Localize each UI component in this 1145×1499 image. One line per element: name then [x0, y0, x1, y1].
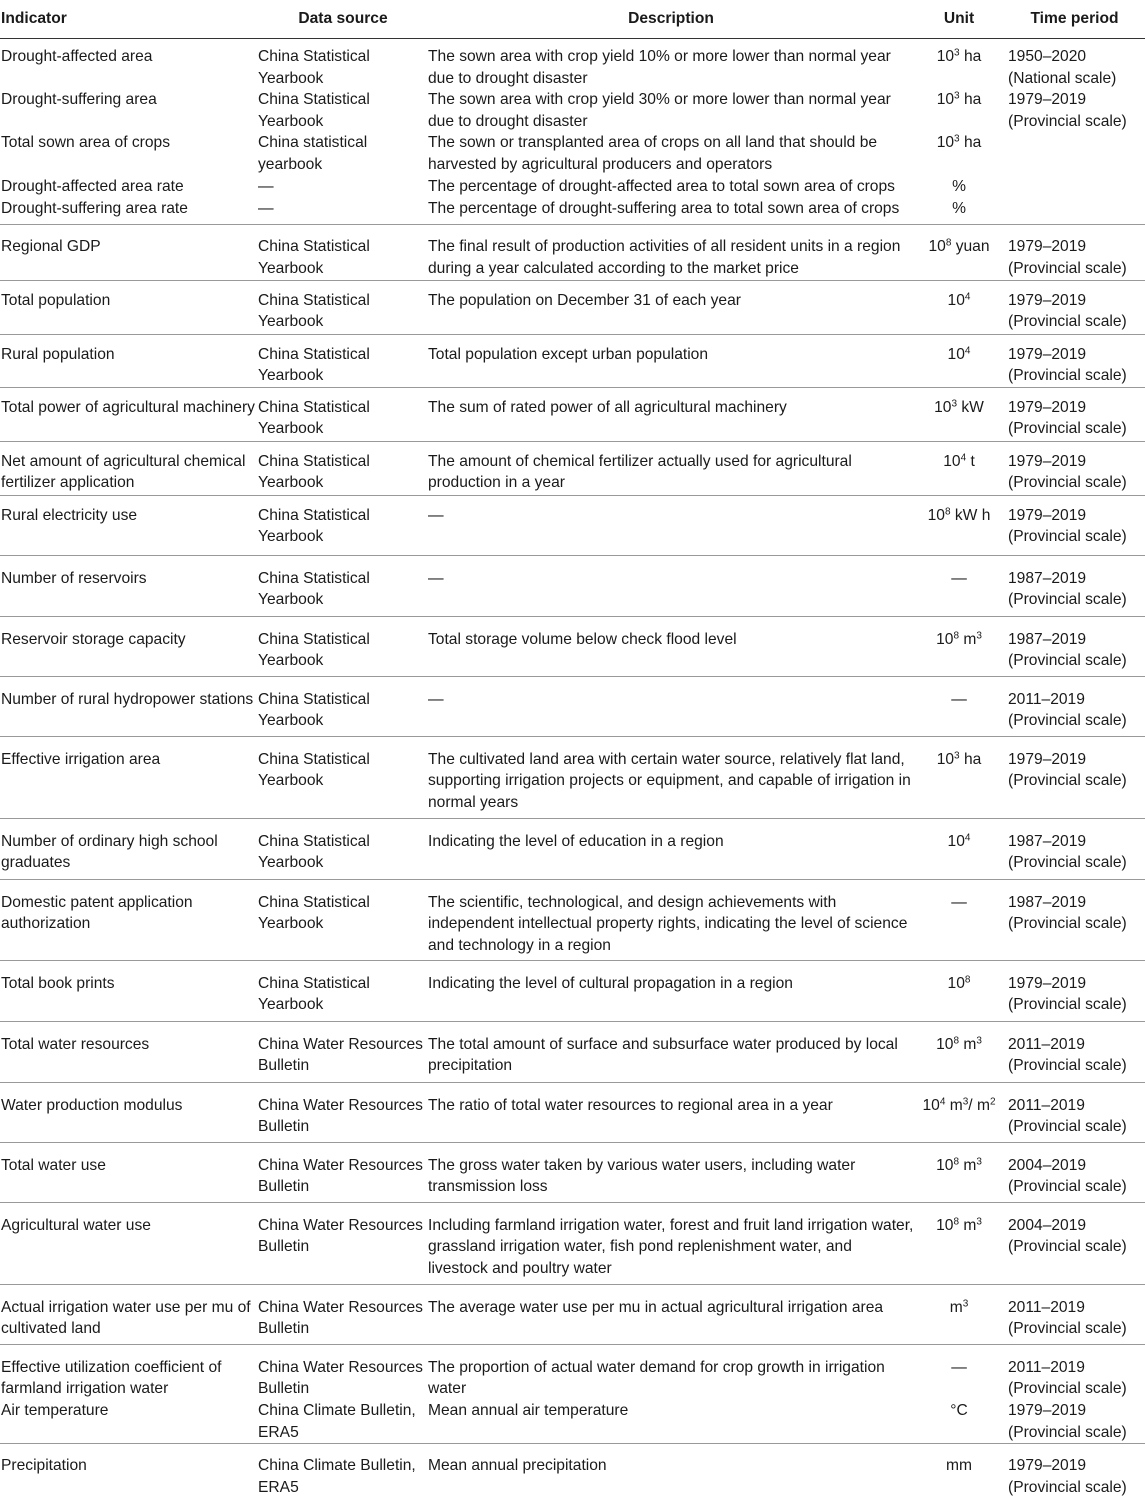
- period-cell: 1979–2019 (Provincial scale): [1004, 1400, 1145, 1444]
- description-cell: Mean annual precipitation: [428, 1457, 607, 1475]
- table-row: [0, 132, 1145, 176]
- source-cell: China Statistical Yearbook: [258, 91, 370, 130]
- description-cell: Indicating the level of cultural propagation in a region: [428, 960, 914, 1021]
- unit-cell: $10^8$ kW h: [914, 495, 1004, 555]
- unit-cell: $10^4$: [914, 334, 1004, 387]
- period-cell: 2011–2019 (Provincial scale): [1004, 1021, 1145, 1082]
- indicator-cell: Precipitation: [1, 1457, 87, 1475]
- description-cell: The population on December 31 of each year: [428, 280, 914, 334]
- table-row: [0, 198, 1145, 225]
- indicator-cell: Total book prints: [0, 960, 258, 1021]
- indicator-cell: Number of ordinary high school graduates: [0, 818, 258, 879]
- indicator-cell: Actual irrigation water use per mu of cultivated land: [0, 1284, 258, 1344]
- table-row: [0, 1202, 1145, 1284]
- source-cell: China Statistical Yearbook: [258, 387, 428, 441]
- period-cell: 2011–2019 (Provincial scale): [1004, 1284, 1145, 1344]
- source-cell: China Statistical Yearbook: [258, 736, 428, 818]
- description-cell: The sown area with crop yield 10% or more lower than normal year due to drought disaster: [428, 48, 891, 87]
- header-data-source: Data source: [258, 0, 428, 39]
- period-cell: 1987–2019 (Provincial scale): [1004, 616, 1145, 676]
- period-cell: 2011–2019 (Provincial scale): [1004, 676, 1145, 736]
- indicator-cell: Effective irrigation area: [0, 736, 258, 818]
- period-cell: 1979–2019 (Provincial scale): [1004, 225, 1145, 280]
- period-cell: 1979–2019 (Provincial scale): [1008, 91, 1127, 130]
- indicator-cell: Drought-affected area rate: [1, 178, 184, 196]
- unit-cell: $10^8$ yuan: [914, 225, 1004, 280]
- unit-cell: °C: [914, 1400, 1004, 1444]
- source-cell: China Statistical Yearbook: [258, 441, 428, 495]
- table-row: [0, 818, 1145, 879]
- indicator-cell: Rural electricity use: [0, 495, 258, 555]
- table-row: [0, 39, 1145, 90]
- source-cell: China Statistical Yearbook: [258, 280, 428, 334]
- header-indicator: Indicator: [0, 0, 258, 39]
- table-row: [0, 225, 1145, 280]
- description-cell: Indicating the level of education in a region: [428, 818, 914, 879]
- period-cell: [1004, 132, 1145, 176]
- source-cell: China Statistical Yearbook: [258, 48, 370, 87]
- period-cell: 1979–2019 (Provincial scale): [1004, 736, 1145, 818]
- indicator-cell: Number of reservoirs: [0, 555, 258, 616]
- description-cell: The gross water taken by various water users, including water transmission loss: [428, 1142, 914, 1202]
- description-cell: The proportion of actual water demand for crop growth in irrigation water: [428, 1358, 885, 1398]
- source-cell: China Statistical Yearbook: [258, 960, 428, 1021]
- table-row: [0, 879, 1145, 960]
- source-cell: China Water Resources Bulletin: [258, 1358, 423, 1398]
- period-cell: 1979–2019 (Provincial scale): [1004, 495, 1145, 555]
- description-cell: The total amount of surface and subsurface water produced by local precipitation: [428, 1021, 914, 1082]
- indicator-cell: Water production modulus: [0, 1082, 258, 1142]
- indicator-cell: Total water use: [0, 1142, 258, 1202]
- period-cell: 1979–2019 (Provincial scale): [1004, 387, 1145, 441]
- indicator-cell: Number of rural hydropower stations: [0, 676, 258, 736]
- indicator-cell: Net amount of agricultural chemical fertilizer application: [0, 441, 258, 495]
- unit-cell: $m^3$: [914, 1284, 1004, 1344]
- indicator-cell: Total sown area of crops: [1, 134, 171, 152]
- description-cell: —: [428, 555, 914, 616]
- unit-cell: $10^3$ ha: [936, 133, 982, 152]
- indicator-cell: Total population: [0, 280, 258, 334]
- table-row: [0, 616, 1145, 676]
- period-cell: [1004, 176, 1145, 198]
- table-row: [0, 1444, 1145, 1499]
- source-cell: China Climate Bulletin, ERA5: [258, 1457, 416, 1496]
- source-cell: China Water Resources Bulletin: [258, 1082, 428, 1142]
- description-cell: —: [428, 495, 914, 555]
- source-cell: China Statistical Yearbook: [258, 334, 428, 387]
- unit-cell: $10^4$ $m^3/$ $m^2$: [914, 1082, 1004, 1142]
- source-cell: China Statistical Yearbook: [258, 225, 428, 280]
- description-cell: The percentage of drought-affected area to total sown area of crops: [428, 178, 895, 196]
- unit-cell: —: [951, 1358, 967, 1376]
- period-cell: 2011–2019 (Provincial scale): [1008, 1358, 1127, 1398]
- description-cell: Total population except urban population: [428, 334, 914, 387]
- unit-cell: $10^4$ t: [914, 441, 1004, 495]
- table-row: [0, 1021, 1145, 1082]
- indicator-cell: Air temperature: [0, 1400, 258, 1444]
- indicator-cell: Drought-affected area: [1, 48, 153, 65]
- unit-cell: —: [914, 555, 1004, 616]
- description-cell: Mean annual air temperature: [428, 1400, 914, 1444]
- indicator-cell: Effective utilization coefficient of farmland irrigation water: [1, 1358, 222, 1398]
- source-cell: China Water Resources Bulletin: [258, 1021, 428, 1082]
- unit-cell: %: [952, 178, 966, 196]
- period-cell: [1004, 198, 1145, 225]
- indicator-cell: Rural population: [0, 334, 258, 387]
- period-cell: 2011–2019 (Provincial scale): [1004, 1082, 1145, 1142]
- source-cell: —: [258, 178, 274, 196]
- table-row: [0, 334, 1145, 387]
- table-row: [0, 960, 1145, 1021]
- period-cell: 1979–2019 (Provincial scale): [1008, 1457, 1127, 1496]
- period-cell: 2004–2019 (Provincial scale): [1004, 1142, 1145, 1202]
- description-cell: The sum of rated power of all agricultural machinery: [428, 387, 914, 441]
- source-cell: China Statistical Yearbook: [258, 818, 428, 879]
- source-cell: China Statistical Yearbook: [258, 616, 428, 676]
- indicator-cell: Domestic patent application authorization: [0, 879, 258, 960]
- description-cell: The sown area with crop yield 30% or more lower than normal year due to drought disaster: [428, 91, 891, 130]
- table-row: [0, 1400, 1145, 1444]
- description-cell: The cultivated land area with certain water source, relatively flat land, supporting irrigation projects or equipment, and capable of irrigation in normal years: [428, 736, 914, 818]
- header-row: [0, 0, 1145, 39]
- source-cell: China Water Resources Bulletin: [258, 1142, 428, 1202]
- unit-cell: $10^4$: [914, 818, 1004, 879]
- table-row: [0, 176, 1145, 198]
- period-cell: 1979–2019 (Provincial scale): [1004, 280, 1145, 334]
- unit-cell: $10^3$ ha: [914, 736, 1004, 818]
- table-row: [0, 736, 1145, 818]
- unit-cell: $10^8$ $m^3$: [914, 1021, 1004, 1082]
- unit-cell: —: [914, 879, 1004, 960]
- description-cell: The ratio of total water resources to regional area in a year: [428, 1082, 914, 1142]
- table-row: [0, 280, 1145, 334]
- description-cell: The average water use per mu in actual agricultural irrigation area: [428, 1284, 914, 1344]
- unit-cell: $10^8$: [914, 960, 1004, 1021]
- source-cell: China Water Resources Bulletin: [258, 1284, 428, 1344]
- unit-cell: $10^3$ kW: [914, 387, 1004, 441]
- indicator-cell: Regional GDP: [0, 225, 258, 280]
- header-description: Description: [428, 0, 914, 39]
- unit-cell: $10^3$ ha: [936, 90, 982, 109]
- unit-cell: mm: [946, 1457, 972, 1475]
- table-row: [0, 1142, 1145, 1202]
- period-cell: 1979–2019 (Provincial scale): [1004, 334, 1145, 387]
- table-body: [0, 39, 1145, 1499]
- description-cell: Including farmland irrigation water, forest and fruit land irrigation water, grassland irrigation water, fish pond replenishment water, and livestock and poultry water: [428, 1202, 914, 1284]
- unit-cell: $10^8$ $m^3$: [914, 1142, 1004, 1202]
- unit-cell: $10^3$ ha: [936, 47, 982, 65]
- source-cell: China Statistical Yearbook: [258, 495, 428, 555]
- source-cell: China Statistical Yearbook: [258, 676, 428, 736]
- table-row: [0, 1344, 1145, 1400]
- table-row: [0, 1284, 1145, 1344]
- period-cell: 1987–2019 (Provincial scale): [1004, 555, 1145, 616]
- period-cell: 1950–2020 (National scale): [1008, 48, 1117, 87]
- unit-cell: —: [914, 676, 1004, 736]
- table-row: [0, 676, 1145, 736]
- unit-cell: $10^4$: [914, 280, 1004, 334]
- period-cell: 1987–2019 (Provincial scale): [1004, 818, 1145, 879]
- description-cell: The scientific, technological, and design achievements with independent intellectual property rights, indicating the level of science and technology in a region: [428, 879, 914, 960]
- table-row: [0, 495, 1145, 555]
- table-row: [0, 387, 1145, 441]
- description-cell: Total storage volume below check flood level: [428, 616, 914, 676]
- period-cell: 2004–2019 (Provincial scale): [1004, 1202, 1145, 1284]
- description-cell: The percentage of drought-suffering area to total sown area of crops: [428, 198, 914, 225]
- source-cell: China Water Resources Bulletin: [258, 1202, 428, 1284]
- source-cell: China statistical yearbook: [258, 134, 368, 173]
- indicator-cell: Agricultural water use: [0, 1202, 258, 1284]
- period-cell: 1979–2019 (Provincial scale): [1004, 960, 1145, 1021]
- source-cell: China Statistical Yearbook: [258, 555, 428, 616]
- table-row: [0, 555, 1145, 616]
- header-time-period: Time period: [1004, 0, 1145, 39]
- indicator-cell: Total water resources: [0, 1021, 258, 1082]
- source-cell: —: [258, 198, 428, 225]
- indicator-cell: Drought-suffering area rate: [0, 198, 258, 225]
- unit-cell: %: [914, 198, 1004, 225]
- unit-cell: $10^8$ $m^3$: [914, 616, 1004, 676]
- indicator-cell: Reservoir storage capacity: [0, 616, 258, 676]
- table-row: [0, 89, 1145, 132]
- description-cell: The final result of production activities of all resident units in a region during a year calculated according to the market price: [428, 225, 914, 280]
- table-row: [0, 1082, 1145, 1142]
- description-cell: The sown or transplanted area of crops on all land that should be harvested by agricultural producers and operators: [428, 134, 878, 173]
- description-cell: —: [428, 676, 914, 736]
- source-cell: China Statistical Yearbook: [258, 879, 428, 960]
- indicator-cell: Total power of agricultural machinery: [0, 387, 258, 441]
- header-unit: Unit: [914, 0, 1004, 39]
- unit-cell: $10^8$ $m^3$: [914, 1202, 1004, 1284]
- description-cell: The amount of chemical fertilizer actually used for agricultural production in a year: [428, 441, 914, 495]
- source-cell: China Climate Bulletin, ERA5: [258, 1400, 428, 1444]
- indicator-cell: Drought-suffering area: [1, 91, 157, 109]
- period-cell: 1979–2019 (Provincial scale): [1004, 441, 1145, 495]
- period-cell: 1987–2019 (Provincial scale): [1004, 879, 1145, 960]
- table-row: [0, 441, 1145, 495]
